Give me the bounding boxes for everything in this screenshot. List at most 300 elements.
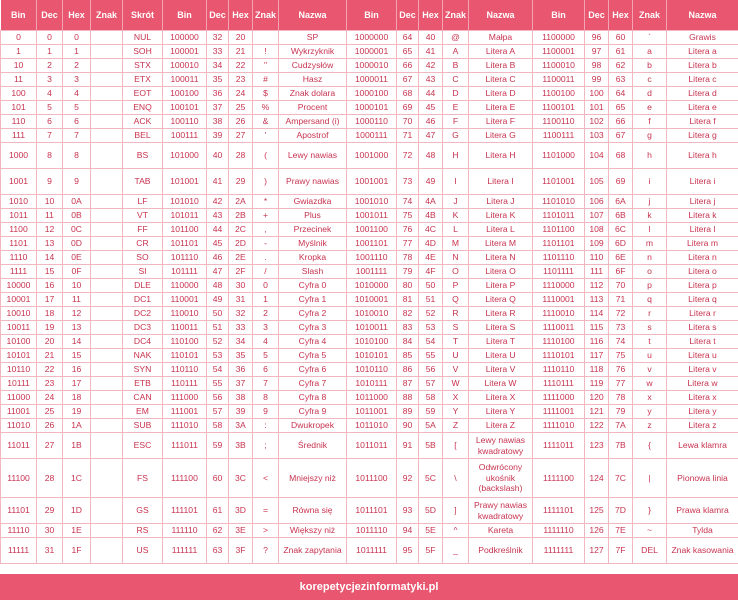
table-cell: 37	[207, 101, 229, 115]
table-cell: 37	[229, 377, 253, 391]
table-cell: 1001011	[347, 209, 397, 223]
table-cell: 1111110	[533, 524, 585, 538]
table-cell: =	[253, 498, 279, 524]
table-cell: 38	[229, 391, 253, 405]
table-cell: 0	[253, 279, 279, 293]
table-cell: Mniejszy niż	[279, 459, 347, 498]
table-cell: SYN	[123, 363, 163, 377]
table-row	[1, 31, 738, 45]
table-cell: R	[443, 307, 469, 321]
table-cell: Litera w	[667, 377, 738, 391]
table-cell: Myślnik	[279, 237, 347, 251]
table-cell: 81	[397, 293, 419, 307]
table-cell: 14	[63, 335, 91, 349]
table-cell: 3B	[229, 433, 253, 459]
table-cell: Litera M	[469, 237, 533, 251]
table-cell: 2	[63, 59, 91, 73]
table-cell: Litera L	[469, 223, 533, 237]
table-cell: Litera t	[667, 335, 738, 349]
table-cell: I	[443, 169, 469, 195]
table-cell: Litera r	[667, 307, 738, 321]
table-row	[1, 169, 738, 195]
table-cell: DC4	[123, 335, 163, 349]
column-header: Bin	[533, 0, 585, 31]
table-cell: Litera U	[469, 349, 533, 363]
table-cell: Litera k	[667, 209, 738, 223]
table-row	[1, 524, 738, 538]
table-cell: 0D	[63, 237, 91, 251]
table-cell	[91, 279, 123, 293]
table-cell: 36	[207, 87, 229, 101]
table-cell: 117	[585, 349, 609, 363]
table-cell: 30	[229, 279, 253, 293]
table-cell: 1001111	[347, 265, 397, 279]
table-cell: 6A	[609, 195, 633, 209]
table-cell: 65	[609, 101, 633, 115]
table-cell: 1110011	[533, 321, 585, 335]
table-cell: Litera f	[667, 115, 738, 129]
table-row	[1, 363, 738, 377]
table-cell: 21	[229, 45, 253, 59]
table-cell: 7	[253, 377, 279, 391]
table-cell: 4	[63, 87, 91, 101]
table-cell: 1111100	[533, 459, 585, 498]
table-cell	[91, 59, 123, 73]
table-cell: 46	[419, 115, 443, 129]
table-cell: Procent	[279, 101, 347, 115]
table-cell: 1	[1, 45, 37, 59]
table-cell: 9	[63, 169, 91, 195]
table-cell: 4D	[419, 237, 443, 251]
table-cell: 56	[419, 363, 443, 377]
table-cell: 1101101	[533, 237, 585, 251]
column-header: Bin	[1, 0, 37, 31]
table-cell: u	[633, 349, 667, 363]
table-cell: _	[443, 538, 469, 564]
table-cell: Przecinek	[279, 223, 347, 237]
table-cell: 109	[585, 237, 609, 251]
table-cell: 47	[207, 265, 229, 279]
table-cell: l	[633, 223, 667, 237]
table-cell: VT	[123, 209, 163, 223]
table-cell: 43	[419, 73, 443, 87]
table-row	[1, 321, 738, 335]
table-cell: 1001010	[347, 195, 397, 209]
column-header: Znak	[253, 0, 279, 31]
table-cell: 1011	[1, 209, 37, 223]
table-cell: 40	[419, 31, 443, 45]
table-cell: 77	[397, 237, 419, 251]
table-cell: 72	[609, 307, 633, 321]
table-cell: 127	[585, 538, 609, 564]
table-cell: 5	[63, 101, 91, 115]
table-row	[1, 498, 738, 524]
table-cell: 58	[207, 419, 229, 433]
table-cell	[91, 209, 123, 223]
table-cell: 44	[419, 87, 443, 101]
table-cell: DEL	[633, 538, 667, 564]
table-cell: 5	[37, 101, 63, 115]
table-cell: J	[443, 195, 469, 209]
table-cell: 100100	[163, 87, 207, 101]
table-cell: 11110	[1, 524, 37, 538]
table-cell: 6	[63, 115, 91, 129]
table-cell: 110111	[163, 377, 207, 391]
table-cell: &	[253, 115, 279, 129]
table-cell: 6C	[609, 223, 633, 237]
table-cell: 29	[37, 498, 63, 524]
table-cell	[91, 101, 123, 115]
table-cell: 1111001	[533, 405, 585, 419]
table-cell: DC1	[123, 293, 163, 307]
table-cell: $	[253, 87, 279, 101]
table-row	[1, 73, 738, 87]
table-cell: Litera n	[667, 251, 738, 265]
table-cell: 111111	[163, 538, 207, 564]
table-cell: 111	[585, 265, 609, 279]
table-cell	[91, 237, 123, 251]
table-cell: 1B	[63, 433, 91, 459]
table-cell: 2	[253, 307, 279, 321]
table-cell: ;	[253, 433, 279, 459]
table-cell: )	[253, 169, 279, 195]
table-cell: 100010	[163, 59, 207, 73]
table-cell: 64	[397, 31, 419, 45]
table-cell: Litera F	[469, 115, 533, 129]
table-cell: !	[253, 45, 279, 59]
table-cell: 42	[419, 59, 443, 73]
table-row	[1, 251, 738, 265]
table-cell: ^	[443, 524, 469, 538]
table-cell: 10011	[1, 321, 37, 335]
table-cell: *	[253, 195, 279, 209]
table-cell: 22	[229, 59, 253, 73]
table-cell: 0	[1, 31, 37, 45]
table-row	[1, 129, 738, 143]
table-cell: 0E	[63, 251, 91, 265]
table-cell: Litera I	[469, 169, 533, 195]
table-cell: 1101110	[533, 251, 585, 265]
table-cell: :	[253, 419, 279, 433]
table-cell: 16	[37, 279, 63, 293]
table-cell: 12	[63, 307, 91, 321]
table-cell: ESC	[123, 433, 163, 459]
table-cell: 1100	[1, 223, 37, 237]
table-cell: Kareta	[469, 524, 533, 538]
table-cell: Litera o	[667, 265, 738, 279]
table-cell: 3	[37, 73, 63, 87]
table-cell: 3A	[229, 419, 253, 433]
column-header: Nazwa	[279, 0, 347, 31]
table-cell: Lewy nawias	[279, 143, 347, 169]
table-cell: Cyfra 9	[279, 405, 347, 419]
table-cell: 4F	[419, 265, 443, 279]
table-cell: 111	[1, 129, 37, 143]
table-cell: 89	[397, 405, 419, 419]
table-cell: 9	[253, 405, 279, 419]
table-cell: 11	[37, 209, 63, 223]
table-cell: 111101	[163, 498, 207, 524]
table-cell: 124	[585, 459, 609, 498]
table-cell: 1101100	[533, 223, 585, 237]
table-cell: 10100	[1, 335, 37, 349]
table-cell: 1110010	[533, 307, 585, 321]
table-cell: E	[443, 101, 469, 115]
table-cell: P	[443, 279, 469, 293]
table-cell: Litera D	[469, 87, 533, 101]
table-cell: Równa się	[279, 498, 347, 524]
table-cell: 3	[63, 73, 91, 87]
table-cell: Litera y	[667, 405, 738, 419]
table-cell: 96	[585, 31, 609, 45]
table-cell: 49	[419, 169, 443, 195]
table-cell: 84	[397, 335, 419, 349]
table-cell: Litera a	[667, 45, 738, 59]
table-cell: 1100101	[533, 101, 585, 115]
table-cell: 111000	[163, 391, 207, 405]
table-cell: 112	[585, 279, 609, 293]
table-cell: 100011	[163, 73, 207, 87]
table-cell: 21	[37, 349, 63, 363]
table-cell: 55	[419, 349, 443, 363]
table-cell: 1110110	[533, 363, 585, 377]
table-cell: 1100110	[533, 115, 585, 129]
table-cell: 71	[397, 129, 419, 143]
table-cell: 4E	[419, 251, 443, 265]
table-cell: #	[253, 73, 279, 87]
table-row	[1, 419, 738, 433]
table-cell: 111010	[163, 419, 207, 433]
table-cell	[91, 433, 123, 459]
table-cell: 90	[397, 419, 419, 433]
table-cell: Litera l	[667, 223, 738, 237]
table-cell: 1110111	[533, 377, 585, 391]
table-cell: Cyfra 5	[279, 349, 347, 363]
table-cell: 100001	[163, 45, 207, 59]
table-cell: 100101	[163, 101, 207, 115]
table-cell: 1000100	[347, 87, 397, 101]
table-cell: 100	[1, 87, 37, 101]
table-cell: 5A	[419, 419, 443, 433]
table-cell: SUB	[123, 419, 163, 433]
table-cell: Litera g	[667, 129, 738, 143]
table-row	[1, 405, 738, 419]
table-cell: 13	[63, 321, 91, 335]
table-cell	[91, 405, 123, 419]
table-cell: 98	[585, 59, 609, 73]
table-cell: O	[443, 265, 469, 279]
table-cell: 110101	[163, 349, 207, 363]
table-cell: "	[253, 59, 279, 73]
table-cell: 1110101	[533, 349, 585, 363]
table-cell: 101001	[163, 169, 207, 195]
table-cell: 73	[397, 169, 419, 195]
table-cell: 1010100	[347, 335, 397, 349]
table-cell	[91, 293, 123, 307]
table-cell: 7B	[609, 433, 633, 459]
table-cell: p	[633, 279, 667, 293]
table-cell: 10110	[1, 363, 37, 377]
table-cell: 111110	[163, 524, 207, 538]
table-cell: Prawy nawias kwadratowy	[469, 498, 533, 524]
table-cell: 126	[585, 524, 609, 538]
table-cell: Znak kasowania	[667, 538, 738, 564]
table-cell: m	[633, 237, 667, 251]
table-cell: 24	[229, 87, 253, 101]
table-cell: Litera Z	[469, 419, 533, 433]
table-cell: 101010	[163, 195, 207, 209]
table-cell: +	[253, 209, 279, 223]
table-cell: 122	[585, 419, 609, 433]
table-cell: 54	[419, 335, 443, 349]
table-cell: 103	[585, 129, 609, 143]
table-cell	[91, 349, 123, 363]
table-cell	[91, 363, 123, 377]
table-cell	[253, 31, 279, 45]
table-cell: Dwukropek	[279, 419, 347, 433]
table-cell: Litera p	[667, 279, 738, 293]
table-cell: Litera J	[469, 195, 533, 209]
table-row	[1, 237, 738, 251]
table-cell	[91, 129, 123, 143]
table-cell: 26	[37, 419, 63, 433]
table-cell: >	[253, 524, 279, 538]
table-cell: 82	[397, 307, 419, 321]
table-cell: 32	[229, 307, 253, 321]
table-cell: 41	[207, 169, 229, 195]
table-cell: Litera G	[469, 129, 533, 143]
table-cell: 108	[585, 223, 609, 237]
table-cell: 64	[609, 87, 633, 101]
table-row	[1, 307, 738, 321]
table-cell: 19	[37, 321, 63, 335]
table-cell: 1011101	[347, 498, 397, 524]
table-cell: W	[443, 377, 469, 391]
table-cell: Cudzysłów	[279, 59, 347, 73]
table-cell: w	[633, 377, 667, 391]
table-cell: 1100011	[533, 73, 585, 87]
table-cell: 121	[585, 405, 609, 419]
table-row	[1, 377, 738, 391]
table-cell	[91, 265, 123, 279]
table-cell: NUL	[123, 31, 163, 45]
table-cell: 6B	[609, 209, 633, 223]
table-cell: 5C	[419, 459, 443, 498]
table-cell	[91, 307, 123, 321]
table-cell: 23	[229, 73, 253, 87]
table-cell: 0F	[63, 265, 91, 279]
table-cell: 7F	[609, 538, 633, 564]
table-cell: h	[633, 143, 667, 169]
table-cell: C	[443, 73, 469, 87]
table-cell: 10111	[1, 377, 37, 391]
table-row	[1, 143, 738, 169]
table-cell: 1001	[1, 169, 37, 195]
table-cell: 101	[1, 101, 37, 115]
table-cell: |	[633, 459, 667, 498]
table-cell	[91, 223, 123, 237]
table-row	[1, 391, 738, 405]
table-cell: 22	[37, 363, 63, 377]
table-cell: 67	[397, 73, 419, 87]
table-cell: 1010	[1, 195, 37, 209]
table-cell: 78	[609, 391, 633, 405]
table-cell: Hasz	[279, 73, 347, 87]
table-cell	[91, 115, 123, 129]
table-cell: 125	[585, 498, 609, 524]
table-cell: 110010	[163, 307, 207, 321]
table-cell: ETX	[123, 73, 163, 87]
table-cell: v	[633, 363, 667, 377]
table-cell: 11010	[1, 419, 37, 433]
table-cell: 106	[585, 195, 609, 209]
table-cell: j	[633, 195, 667, 209]
table-cell: 12	[37, 223, 63, 237]
table-cell: 11000	[1, 391, 37, 405]
table-cell: 111100	[163, 459, 207, 498]
table-cell: 25	[37, 405, 63, 419]
table-cell: 114	[585, 307, 609, 321]
table-cell: Litera W	[469, 377, 533, 391]
table-cell: Ampersand (i)	[279, 115, 347, 129]
table-cell: 1010000	[347, 279, 397, 293]
table-cell: 1001100	[347, 223, 397, 237]
table-cell: 83	[397, 321, 419, 335]
table-cell: 55	[207, 377, 229, 391]
table-cell: Prawa klamra	[667, 498, 738, 524]
table-row	[1, 538, 738, 564]
table-cell: Cyfra 2	[279, 307, 347, 321]
table-cell	[91, 195, 123, 209]
table-cell: S	[443, 321, 469, 335]
table-cell: 7	[37, 129, 63, 143]
table-cell: 19	[63, 405, 91, 419]
table-cell: 17	[63, 377, 91, 391]
table-cell: 1010011	[347, 321, 397, 335]
table-cell: 20	[229, 31, 253, 45]
table-cell: 35	[229, 349, 253, 363]
table-cell: 32	[207, 31, 229, 45]
table-cell: 1001110	[347, 251, 397, 265]
table-cell: 6E	[609, 251, 633, 265]
table-cell: 76	[397, 223, 419, 237]
table-cell: c	[633, 73, 667, 87]
table-cell: 75	[397, 209, 419, 223]
table-cell: \	[443, 459, 469, 498]
table-cell: 2B	[229, 209, 253, 223]
table-row	[1, 459, 738, 498]
table-cell: t	[633, 335, 667, 349]
table-cell: k	[633, 209, 667, 223]
table-cell: 1011111	[347, 538, 397, 564]
table-cell: Litera N	[469, 251, 533, 265]
table-cell: 66	[397, 59, 419, 73]
table-cell: 1000110	[347, 115, 397, 129]
table-cell: D	[443, 87, 469, 101]
table-cell: Litera T	[469, 335, 533, 349]
table-cell: 8	[37, 143, 63, 169]
table-cell: Litera c	[667, 73, 738, 87]
table-cell: 1010101	[347, 349, 397, 363]
table-cell: A	[443, 45, 469, 59]
table-cell: 1001101	[347, 237, 397, 251]
table-cell: 86	[397, 363, 419, 377]
table-cell: M	[443, 237, 469, 251]
table-cell: 5B	[419, 433, 443, 459]
table-cell: g	[633, 129, 667, 143]
table-cell: Znak dolara	[279, 87, 347, 101]
table-cell: i	[633, 169, 667, 195]
